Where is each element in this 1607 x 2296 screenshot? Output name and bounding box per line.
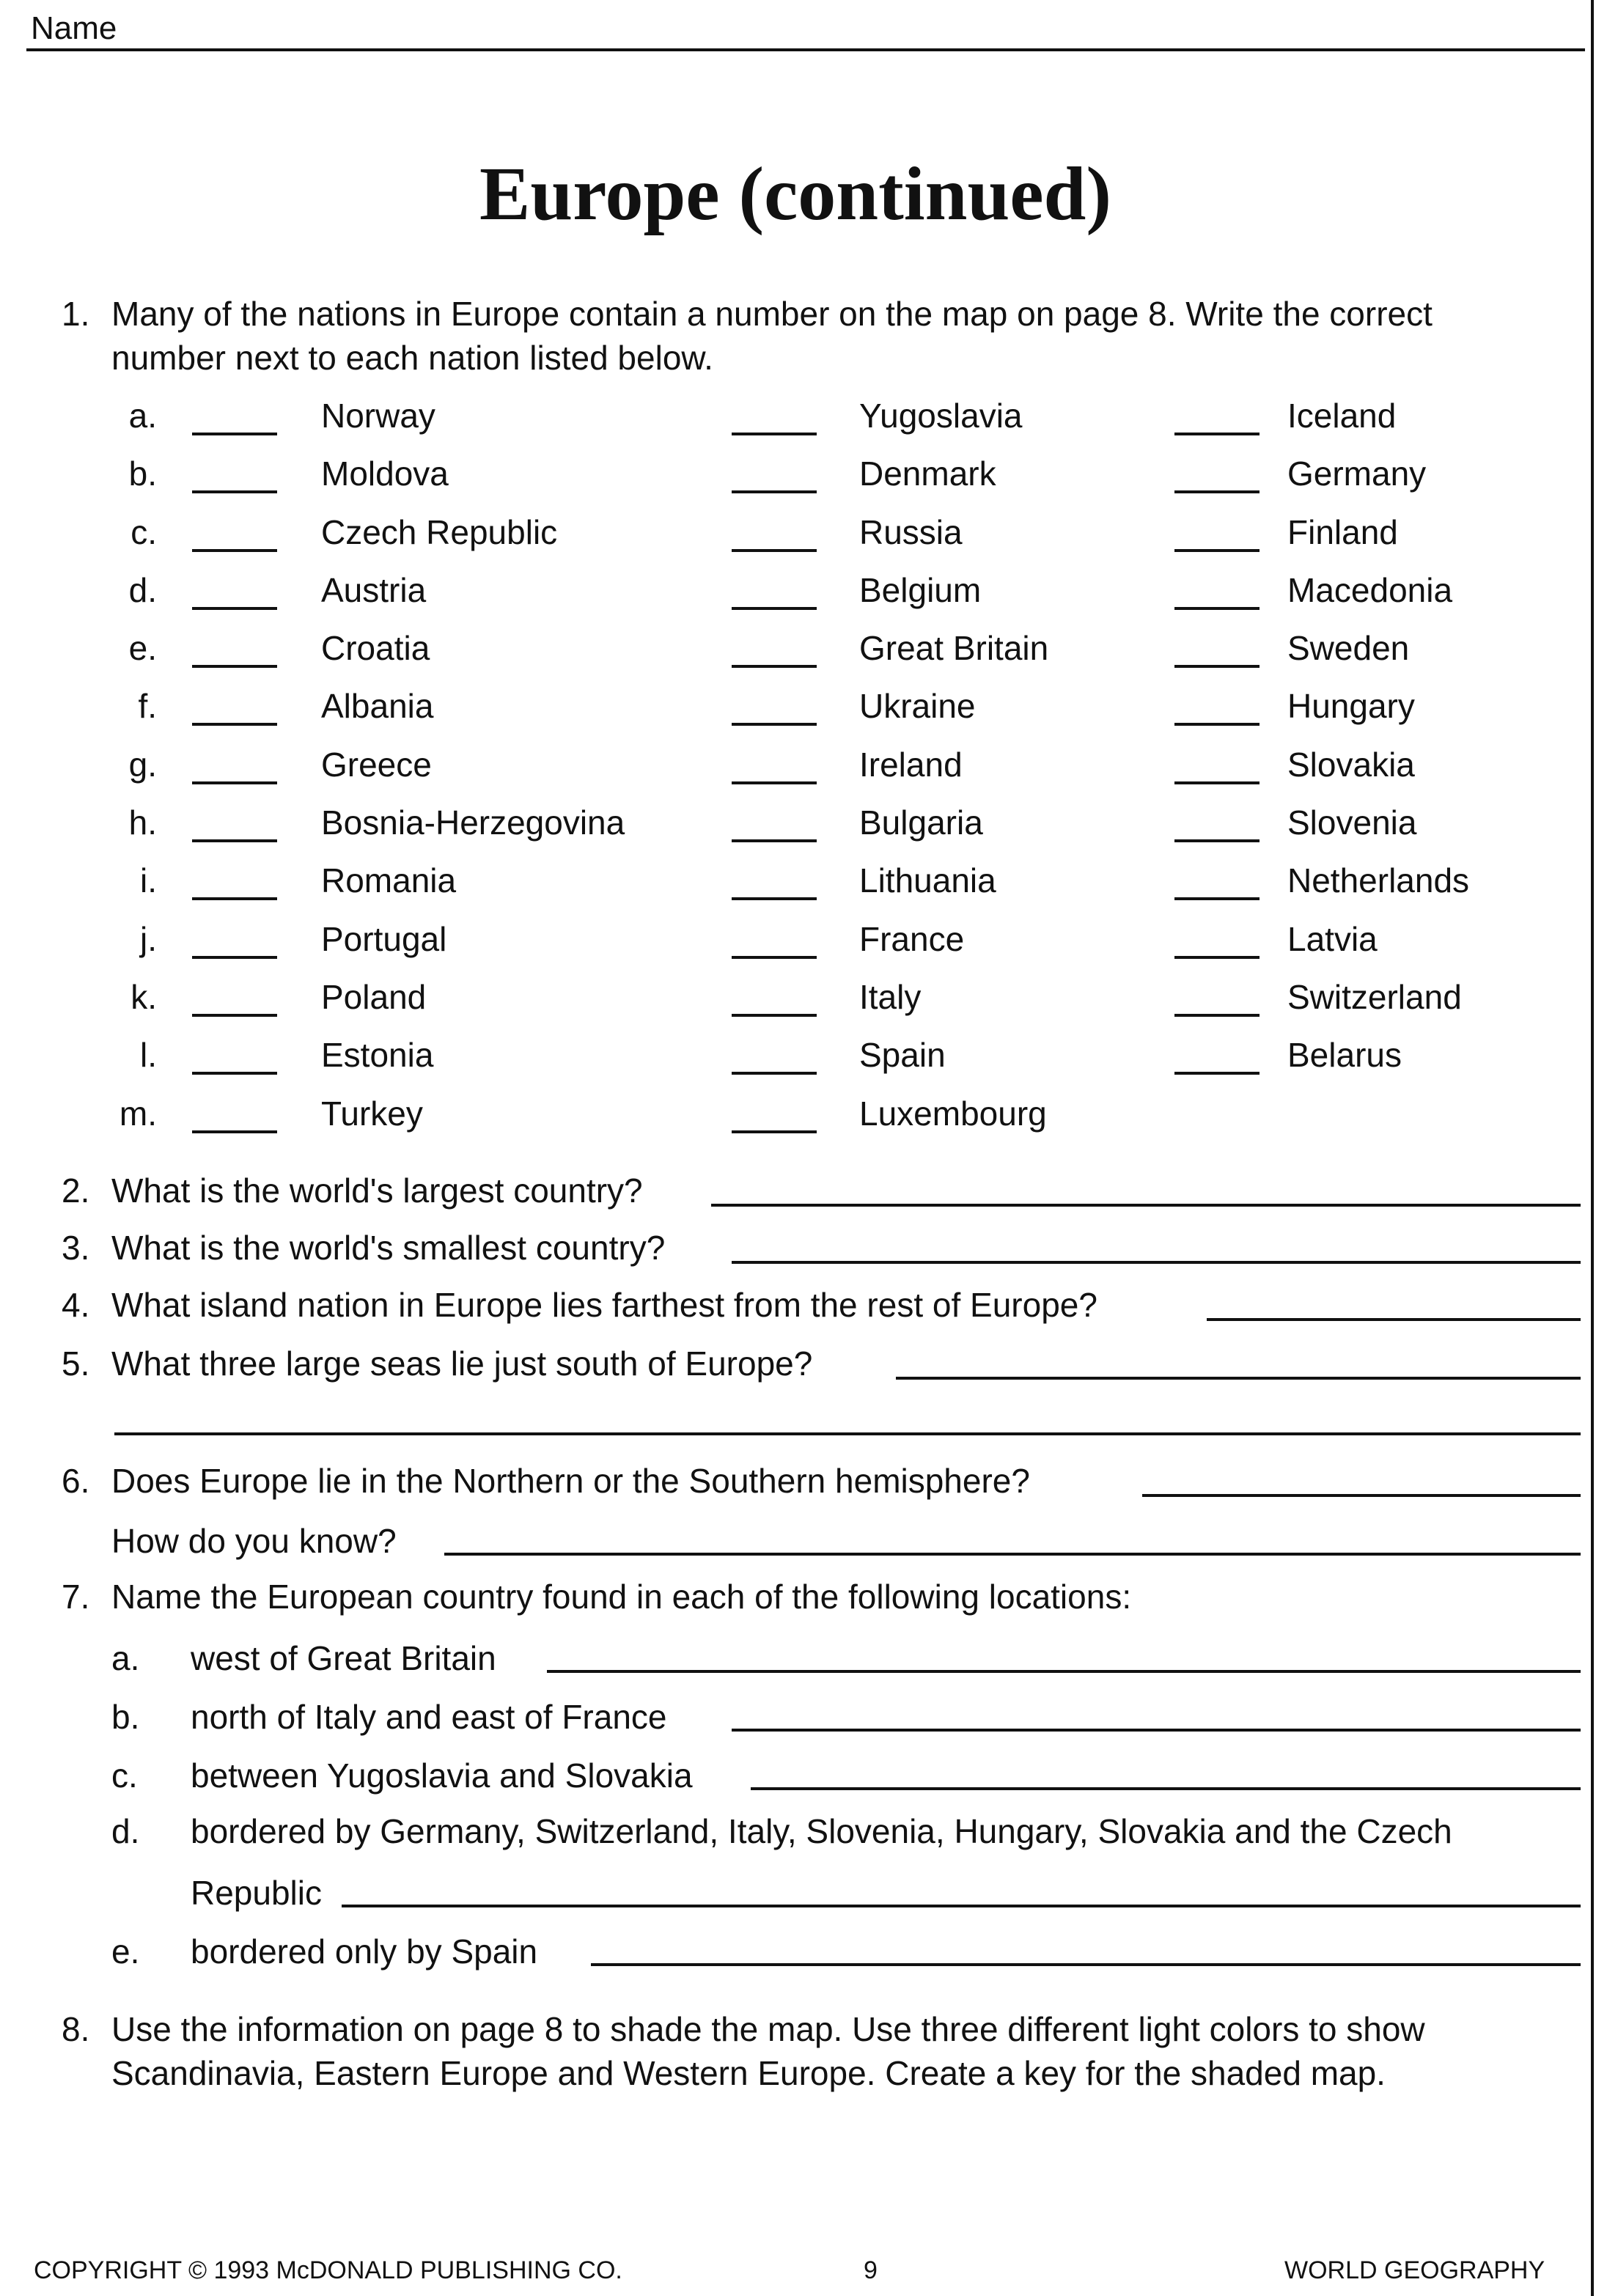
answer-blank[interactable] xyxy=(192,549,277,552)
q6-number: 6. xyxy=(62,1462,90,1500)
q3-text: What is the world's smallest country? xyxy=(111,1229,666,1267)
nation-row xyxy=(110,1029,1569,1087)
q7a-text: west of Great Britain xyxy=(191,1639,496,1677)
q5-number: 5. xyxy=(62,1344,90,1383)
nation-row xyxy=(110,622,1569,680)
q7c-answer-line[interactable] xyxy=(751,1787,1581,1790)
nation-name: Albania xyxy=(321,687,434,726)
nation-name: Denmark xyxy=(859,455,996,493)
nation-row xyxy=(110,971,1569,1029)
q7b-letter: b. xyxy=(111,1698,140,1736)
q6-text: Does Europe lie in the Northern or the Southern hemisphere? xyxy=(111,1462,1030,1500)
nation-name: Germany xyxy=(1287,455,1427,493)
answer-blank[interactable] xyxy=(732,1072,817,1075)
answer-blank[interactable] xyxy=(192,665,277,668)
nation-name: Spain xyxy=(859,1036,946,1075)
answer-blank[interactable] xyxy=(732,433,817,435)
nation-name: Estonia xyxy=(321,1036,434,1075)
nation-name: Yugoslavia xyxy=(859,397,1023,435)
q4-text: What island nation in Europe lies farthest from the rest of Europe? xyxy=(111,1286,1097,1324)
row-letter: k. xyxy=(130,977,157,1016)
q6-followup: How do you know? xyxy=(111,1522,397,1560)
q2-text: What is the world's largest country? xyxy=(111,1171,643,1210)
q3-number: 3. xyxy=(62,1229,90,1267)
answer-blank[interactable] xyxy=(1174,956,1260,959)
nation-name: Portugal xyxy=(321,919,447,958)
answer-blank[interactable] xyxy=(732,490,817,493)
nation-row xyxy=(110,390,1569,448)
q6-followup-answer-line[interactable] xyxy=(444,1553,1581,1556)
nation-name: Ireland xyxy=(859,745,963,784)
answer-blank[interactable] xyxy=(192,897,277,900)
answer-blank[interactable] xyxy=(732,665,817,668)
answer-blank[interactable] xyxy=(192,956,277,959)
answer-blank[interactable] xyxy=(192,1072,277,1075)
row-letter: m. xyxy=(119,1094,157,1133)
nation-name: Netherlands xyxy=(1287,861,1470,900)
q7b-text: north of Italy and east of France xyxy=(191,1698,667,1736)
q7e-answer-line[interactable] xyxy=(591,1963,1581,1966)
answer-blank[interactable] xyxy=(192,490,277,493)
q5-text: What three large seas lie just south of Europe? xyxy=(111,1344,813,1383)
answer-blank[interactable] xyxy=(732,549,817,552)
nation-grid xyxy=(110,390,1569,1146)
nation-name: Iceland xyxy=(1287,397,1397,435)
footer-series: WORLD GEOGRAPHY xyxy=(1284,2256,1545,2284)
answer-blank[interactable] xyxy=(192,433,277,435)
answer-blank[interactable] xyxy=(1174,607,1260,610)
q5-answer-line[interactable] xyxy=(896,1377,1581,1380)
answer-blank[interactable] xyxy=(732,781,817,784)
answer-blank[interactable] xyxy=(192,723,277,726)
answer-blank[interactable] xyxy=(1174,1014,1260,1017)
nation-name: Latvia xyxy=(1287,919,1378,958)
row-letter: g. xyxy=(128,745,157,784)
q2-answer-line[interactable] xyxy=(711,1204,1581,1207)
q7b-answer-line[interactable] xyxy=(732,1729,1581,1732)
row-letter: b. xyxy=(128,455,157,493)
answer-blank[interactable] xyxy=(732,839,817,842)
row-letter: c. xyxy=(130,512,157,551)
page-border xyxy=(1591,0,1594,2296)
nation-name: Slovakia xyxy=(1287,745,1415,784)
nation-name: Bulgaria xyxy=(859,803,983,842)
nation-row xyxy=(110,797,1569,855)
answer-blank[interactable] xyxy=(1174,549,1260,552)
nation-name: Croatia xyxy=(321,629,430,668)
nation-row xyxy=(110,507,1569,564)
nation-name: Czech Republic xyxy=(321,512,558,551)
nation-name: Finland xyxy=(1287,512,1398,551)
q7c-letter: c. xyxy=(111,1756,138,1795)
nation-name: Romania xyxy=(321,861,457,900)
nation-row xyxy=(110,739,1569,797)
row-letter: h. xyxy=(128,803,157,842)
q4-answer-line[interactable] xyxy=(1207,1318,1581,1321)
row-letter: a. xyxy=(128,397,157,435)
q7a-letter: a. xyxy=(111,1639,140,1677)
footer-copyright: COPYRIGHT © 1993 McDONALD PUBLISHING CO. xyxy=(34,2256,622,2284)
q5-answer-line-2[interactable] xyxy=(114,1432,1581,1435)
page-title: Europe (continued) xyxy=(479,152,1111,236)
answer-blank[interactable] xyxy=(192,1014,277,1017)
nation-row xyxy=(110,1088,1569,1146)
nation-name: Bosnia-Herzegovina xyxy=(321,803,625,842)
nation-name: Great Britain xyxy=(859,629,1049,668)
nation-name: Turkey xyxy=(321,1094,423,1133)
q7d-answer-line[interactable] xyxy=(342,1905,1581,1907)
q7-text: Name the European country found in each of the following locations: xyxy=(111,1578,1132,1616)
nation-name: Belarus xyxy=(1287,1036,1402,1075)
nation-name: Moldova xyxy=(321,455,449,493)
q2-number: 2. xyxy=(62,1171,90,1210)
nation-row xyxy=(110,855,1569,913)
answer-blank[interactable] xyxy=(192,1130,277,1133)
answer-blank[interactable] xyxy=(732,1014,817,1017)
nation-name: Switzerland xyxy=(1287,977,1462,1016)
row-letter: e. xyxy=(128,629,157,668)
answer-blank[interactable] xyxy=(1174,839,1260,842)
answer-blank[interactable] xyxy=(732,897,817,900)
q7c-text: between Yugoslavia and Slovakia xyxy=(191,1756,693,1795)
nation-name: Slovenia xyxy=(1287,803,1417,842)
nation-name: Russia xyxy=(859,512,963,551)
answer-blank[interactable] xyxy=(732,607,817,610)
nation-name: Belgium xyxy=(859,570,982,609)
q6-answer-line[interactable] xyxy=(1142,1494,1581,1497)
q7e-letter: e. xyxy=(111,1932,140,1971)
answer-blank[interactable] xyxy=(1174,1072,1260,1075)
q1-text-line1: Many of the nations in Europe contain a number on the map on page 8. Write the correct xyxy=(111,295,1433,333)
answer-blank[interactable] xyxy=(1174,490,1260,493)
q1-text-line2: number next to each nation listed below. xyxy=(111,339,713,377)
answer-blank[interactable] xyxy=(732,723,817,726)
q7d-text: bordered by Germany, Switzerland, Italy, Slovenia, Hungary, Slovakia and the Czech xyxy=(191,1812,1452,1850)
answer-blank[interactable] xyxy=(1174,781,1260,784)
q7d-letter: d. xyxy=(111,1812,140,1850)
q8-text-line1: Use the information on page 8 to shade the map. Use three different light colors to show xyxy=(111,2010,1425,2048)
q7e-text: bordered only by Spain xyxy=(191,1932,538,1971)
answer-blank[interactable] xyxy=(192,607,277,610)
row-letter: f. xyxy=(138,687,157,726)
q8-number: 8. xyxy=(62,2010,90,2048)
q1-number: 1. xyxy=(62,295,90,333)
answer-blank[interactable] xyxy=(192,839,277,842)
nation-name: Italy xyxy=(859,977,922,1016)
nation-name: Ukraine xyxy=(859,687,976,726)
nation-name: Hungary xyxy=(1287,687,1415,726)
q7-number: 7. xyxy=(62,1578,90,1616)
answer-blank[interactable] xyxy=(1174,897,1260,900)
row-letter: j. xyxy=(140,919,157,958)
answer-blank[interactable] xyxy=(1174,433,1260,435)
nation-name: Greece xyxy=(321,745,432,784)
q7a-answer-line[interactable] xyxy=(547,1670,1581,1673)
answer-blank[interactable] xyxy=(1174,665,1260,668)
footer-page-number: 9 xyxy=(864,2256,878,2284)
answer-blank[interactable] xyxy=(732,956,817,959)
nation-name: Macedonia xyxy=(1287,570,1453,609)
q8-text-line2: Scandinavia, Eastern Europe and Western Europe. Create a key for the shaded map. xyxy=(111,2054,1386,2092)
nation-name: Norway xyxy=(321,397,435,435)
answer-blank[interactable] xyxy=(192,781,277,784)
nation-name: France xyxy=(859,919,965,958)
q7d-text-line2: Republic xyxy=(191,1874,322,1912)
nation-row xyxy=(110,564,1569,622)
nation-row xyxy=(110,448,1569,506)
nation-name: Luxembourg xyxy=(859,1094,1047,1133)
answer-blank[interactable] xyxy=(732,1130,817,1133)
nation-name: Sweden xyxy=(1287,629,1410,668)
nation-name: Lithuania xyxy=(859,861,996,900)
name-label: Name xyxy=(31,10,117,46)
nation-name: Austria xyxy=(321,570,427,609)
row-letter: d. xyxy=(128,570,157,609)
row-letter: i. xyxy=(140,861,157,900)
row-letter: l. xyxy=(140,1036,157,1075)
name-field[interactable] xyxy=(26,6,1585,51)
q4-number: 4. xyxy=(62,1286,90,1324)
q3-answer-line[interactable] xyxy=(732,1261,1581,1264)
nation-row xyxy=(110,680,1569,738)
nation-row xyxy=(110,913,1569,971)
nation-name: Poland xyxy=(321,977,427,1016)
name-line[interactable] xyxy=(26,48,1585,51)
answer-blank[interactable] xyxy=(1174,723,1260,726)
